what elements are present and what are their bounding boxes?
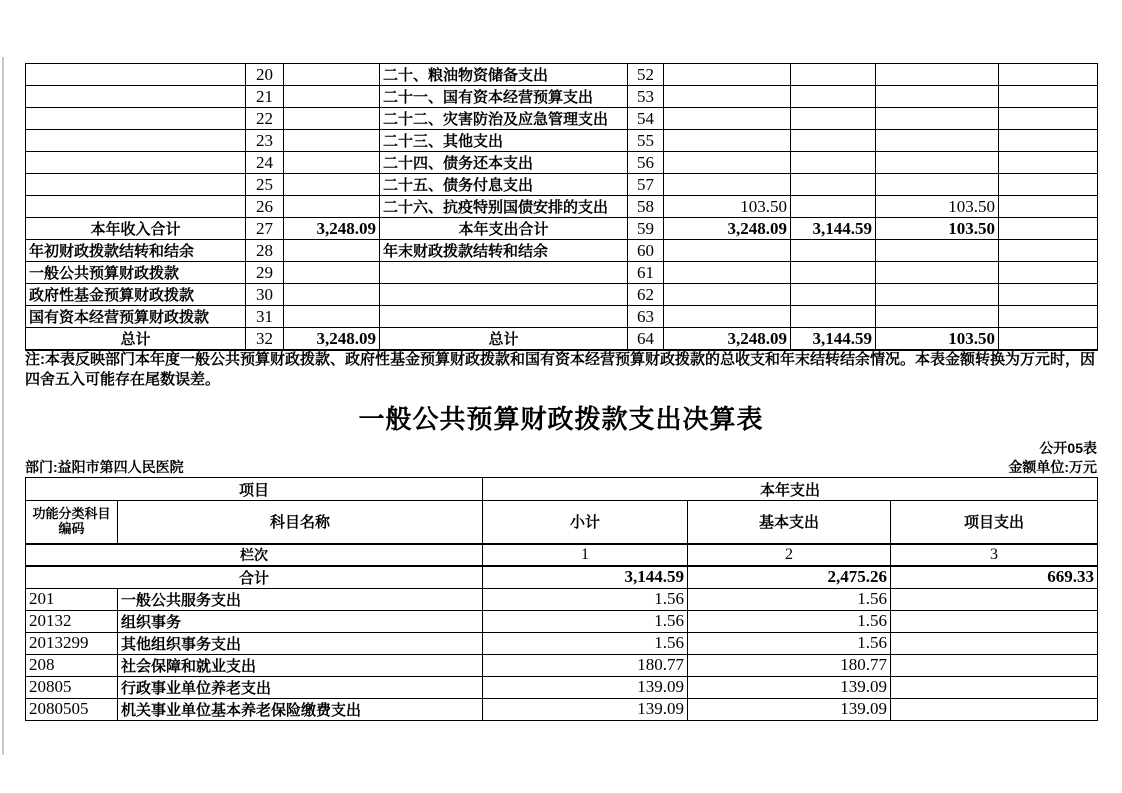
line-no-cell: 61: [628, 262, 664, 284]
revenue-amount-cell: [284, 262, 380, 284]
extra-cell: [999, 306, 1098, 328]
expenditure-table: [25, 477, 1098, 721]
expense-label-cell: 二十五、债务付息支出: [380, 174, 628, 196]
line-no-cell: 64: [628, 328, 664, 351]
basic-cell: 1.56: [688, 632, 891, 654]
basic-cell: 139.09: [688, 676, 891, 698]
basic-expense-cell: [791, 306, 876, 328]
column-index-cell: 2: [688, 544, 891, 566]
extra-cell: [999, 64, 1098, 86]
subject-name-cell: 社会保障和就业支出: [118, 654, 483, 676]
project-expense-cell: [876, 174, 999, 196]
table-number-label: 公开05表: [1039, 440, 1097, 456]
revenue-label-cell: [26, 174, 246, 196]
expense-label-cell: 二十二、灾害防治及应急管理支出: [380, 108, 628, 130]
basic-expense-cell: [791, 86, 876, 108]
extra-cell: [999, 108, 1098, 130]
revenue-label-cell: [26, 196, 246, 218]
data-row: [26, 588, 1098, 610]
revenue-amount-cell: [284, 64, 380, 86]
total-subtotal-cell: 3,144.59: [483, 566, 688, 589]
expense-label-cell: [380, 284, 628, 306]
extra-cell: [999, 328, 1098, 351]
project-expense-cell: [876, 130, 999, 152]
subtotal-cell: 139.09: [483, 698, 688, 720]
project-cell: [891, 588, 1098, 610]
line-no-cell: 24: [246, 152, 284, 174]
expense-total-cell: [664, 64, 791, 86]
unit-label: 金额单位:万元: [1008, 459, 1097, 475]
extra-cell: [999, 240, 1098, 262]
subject-name-cell: 机关事业单位基本养老保险缴费支出: [118, 698, 483, 720]
table-row: [26, 152, 1098, 174]
expense-label-cell: 总计: [380, 328, 628, 351]
project-expense-cell: [876, 108, 999, 130]
revenue-label-cell: [26, 130, 246, 152]
revenue-label-cell: 国有资本经营预算财政拨款: [26, 306, 246, 328]
total-project-cell: 669.33: [891, 566, 1098, 589]
table-row: [26, 130, 1098, 152]
line-no-cell: 26: [246, 196, 284, 218]
basic-expense-cell: [791, 240, 876, 262]
basic-expense-cell: [791, 130, 876, 152]
code-header-cell: 功能分类科目编码: [26, 501, 118, 544]
subtotal-cell: 139.09: [483, 676, 688, 698]
total-row: [26, 566, 1098, 589]
line-no-cell: 55: [628, 130, 664, 152]
basic-expense-cell: [791, 284, 876, 306]
line-no-cell: 30: [246, 284, 284, 306]
line-no-cell: 29: [246, 262, 284, 284]
current-year-header-cell: 本年支出: [483, 478, 1098, 501]
line-no-cell: 20: [246, 64, 284, 86]
data-row: [26, 698, 1098, 720]
expense-total-cell: [664, 284, 791, 306]
extra-cell: [999, 86, 1098, 108]
extra-cell: [999, 152, 1098, 174]
expense-total-cell: [664, 152, 791, 174]
expense-label-cell: 二十、粮油物资储备支出: [380, 64, 628, 86]
revenue-amount-cell: [284, 152, 380, 174]
revenue-label-cell: 政府性基金预算财政拨款: [26, 284, 246, 306]
code-cell: 208: [26, 654, 118, 676]
table-row: [26, 108, 1098, 130]
table-row: [26, 64, 1098, 86]
column-index-cell: 3: [891, 544, 1098, 566]
subject-name-cell: 行政事业单位养老支出: [118, 676, 483, 698]
project-cell: [891, 610, 1098, 632]
section2-title: 一般公共预算财政拨款支出决算表: [358, 404, 764, 434]
basic-cell: 1.56: [688, 588, 891, 610]
expense-total-cell: [664, 306, 791, 328]
project-cell: [891, 698, 1098, 720]
subtotal-cell: 1.56: [483, 610, 688, 632]
header-row-group: [26, 478, 1098, 501]
revenue-amount-cell: [284, 196, 380, 218]
project-expense-cell: 103.50: [876, 328, 999, 351]
column-index-cell: 1: [483, 544, 688, 566]
code-cell: 201: [26, 588, 118, 610]
extra-cell: [999, 262, 1098, 284]
expense-total-cell: 3,248.09: [664, 328, 791, 351]
expense-total-cell: [664, 174, 791, 196]
expense-total-cell: [664, 86, 791, 108]
basic-expense-cell: [791, 196, 876, 218]
subject-name-cell: 组织事务: [118, 610, 483, 632]
revenue-label-cell: 本年收入合计: [26, 218, 246, 240]
subtotal-cell: 180.77: [483, 654, 688, 676]
expense-total-cell: 103.50: [664, 196, 791, 218]
expense-label-cell: [380, 306, 628, 328]
code-cell: 20132: [26, 610, 118, 632]
project-exp-header-cell: 项目支出: [891, 501, 1098, 544]
line-no-cell: 25: [246, 174, 284, 196]
line-no-cell: 28: [246, 240, 284, 262]
expense-total-cell: [664, 108, 791, 130]
project-expense-cell: [876, 306, 999, 328]
basic-expense-cell: 3,144.59: [791, 328, 876, 351]
column-index-row: [26, 544, 1098, 566]
expense-label-cell: 年末财政拨款结转和结余: [380, 240, 628, 262]
line-no-cell: 52: [628, 64, 664, 86]
revenue-amount-cell: [284, 86, 380, 108]
project-cell: [891, 632, 1098, 654]
subject-name-cell: 一般公共服务支出: [118, 588, 483, 610]
revenue-amount-cell: 3,248.09: [284, 218, 380, 240]
revenue-label-cell: 年初财政拨款结转和结余: [26, 240, 246, 262]
line-no-cell: 58: [628, 196, 664, 218]
data-row: [26, 632, 1098, 654]
expense-total-cell: [664, 262, 791, 284]
extra-cell: [999, 130, 1098, 152]
project-header-cell: 项目: [26, 478, 483, 501]
table-note: 注:本表反映部门本年度一般公共预算财政拨款、政府性基金预算财政拨款和国有资本经营预算财政拨款的总收支和年末结转结余情况。本表金额转换为万元时，因四舍五入可能存在尾数误差。: [25, 351, 1096, 388]
project-expense-cell: [876, 284, 999, 306]
expense-total-cell: [664, 130, 791, 152]
revenue-amount-cell: [284, 240, 380, 262]
data-row: [26, 654, 1098, 676]
project-cell: [891, 654, 1098, 676]
revenue-label-cell: [26, 64, 246, 86]
revenue-label-cell: [26, 86, 246, 108]
project-expense-cell: 103.50: [876, 196, 999, 218]
expense-label-cell: 二十六、抗疫特别国债安排的支出: [380, 196, 628, 218]
revenue-amount-cell: [284, 284, 380, 306]
total-label-cell: 合计: [26, 566, 483, 589]
table-row-income-total: [26, 218, 1098, 240]
code-cell: 2013299: [26, 632, 118, 654]
line-no-cell: 21: [246, 86, 284, 108]
line-no-cell: 31: [246, 306, 284, 328]
line-no-cell: 60: [628, 240, 664, 262]
table-row-grand-total: [26, 328, 1098, 351]
summary-table: [25, 63, 1098, 351]
basic-expense-cell: [791, 262, 876, 284]
expense-label-cell: 二十三、其他支出: [380, 130, 628, 152]
line-no-cell: 22: [246, 108, 284, 130]
line-no-cell: 27: [246, 218, 284, 240]
subject-name-cell: 其他组织事务支出: [118, 632, 483, 654]
code-cell: 20805: [26, 676, 118, 698]
header-row-columns: [26, 501, 1098, 544]
total-basic-cell: 2,475.26: [688, 566, 891, 589]
project-cell: [891, 676, 1098, 698]
project-expense-cell: [876, 86, 999, 108]
basic-cell: 1.56: [688, 610, 891, 632]
table-row: [26, 196, 1098, 218]
revenue-amount-cell: [284, 174, 380, 196]
basic-header-cell: 基本支出: [688, 501, 891, 544]
revenue-label-cell: 一般公共预算财政拨款: [26, 262, 246, 284]
line-no-cell: 54: [628, 108, 664, 130]
expense-label-cell: [380, 262, 628, 284]
basic-expense-cell: [791, 64, 876, 86]
data-row: [26, 676, 1098, 698]
table-row: [26, 306, 1098, 328]
line-no-cell: 57: [628, 174, 664, 196]
line-no-cell: 23: [246, 130, 284, 152]
line-no-cell: 56: [628, 152, 664, 174]
table-row: [26, 240, 1098, 262]
subtotal-cell: 1.56: [483, 632, 688, 654]
revenue-label-cell: 总计: [26, 328, 246, 351]
subject-header-cell: 科目名称: [118, 501, 483, 544]
subtotal-cell: 1.56: [483, 588, 688, 610]
line-no-cell: 59: [628, 218, 664, 240]
basic-expense-cell: [791, 108, 876, 130]
expense-total-cell: 3,248.09: [664, 218, 791, 240]
rank-label-cell: 栏次: [26, 544, 483, 566]
line-no-cell: 62: [628, 284, 664, 306]
basic-cell: 180.77: [688, 654, 891, 676]
project-expense-cell: [876, 64, 999, 86]
table-row: [26, 262, 1098, 284]
code-cell: 2080505: [26, 698, 118, 720]
revenue-amount-cell: 3,248.09: [284, 328, 380, 351]
revenue-amount-cell: [284, 130, 380, 152]
basic-cell: 139.09: [688, 698, 891, 720]
basic-expense-cell: 3,144.59: [791, 218, 876, 240]
project-expense-cell: [876, 262, 999, 284]
expense-label-cell: 本年支出合计: [380, 218, 628, 240]
expense-label-cell: 二十四、债务还本支出: [380, 152, 628, 174]
table-row: [26, 284, 1098, 306]
revenue-label-cell: [26, 108, 246, 130]
expense-total-cell: [664, 240, 791, 262]
line-no-cell: 32: [246, 328, 284, 351]
extra-cell: [999, 174, 1098, 196]
project-expense-cell: [876, 152, 999, 174]
project-expense-cell: [876, 240, 999, 262]
department-label: 部门:益阳市第四人民医院: [25, 459, 184, 475]
expense-label-cell: 二十一、国有资本经营预算支出: [380, 86, 628, 108]
table-row: [26, 86, 1098, 108]
extra-cell: [999, 196, 1098, 218]
line-no-cell: 53: [628, 86, 664, 108]
extra-cell: [999, 218, 1098, 240]
revenue-label-cell: [26, 152, 246, 174]
revenue-amount-cell: [284, 306, 380, 328]
project-expense-cell: 103.50: [876, 218, 999, 240]
basic-expense-cell: [791, 152, 876, 174]
revenue-amount-cell: [284, 108, 380, 130]
extra-cell: [999, 284, 1098, 306]
table-row: [26, 174, 1098, 196]
line-no-cell: 63: [628, 306, 664, 328]
subtotal-header-cell: 小计: [483, 501, 688, 544]
basic-expense-cell: [791, 174, 876, 196]
data-row: [26, 610, 1098, 632]
